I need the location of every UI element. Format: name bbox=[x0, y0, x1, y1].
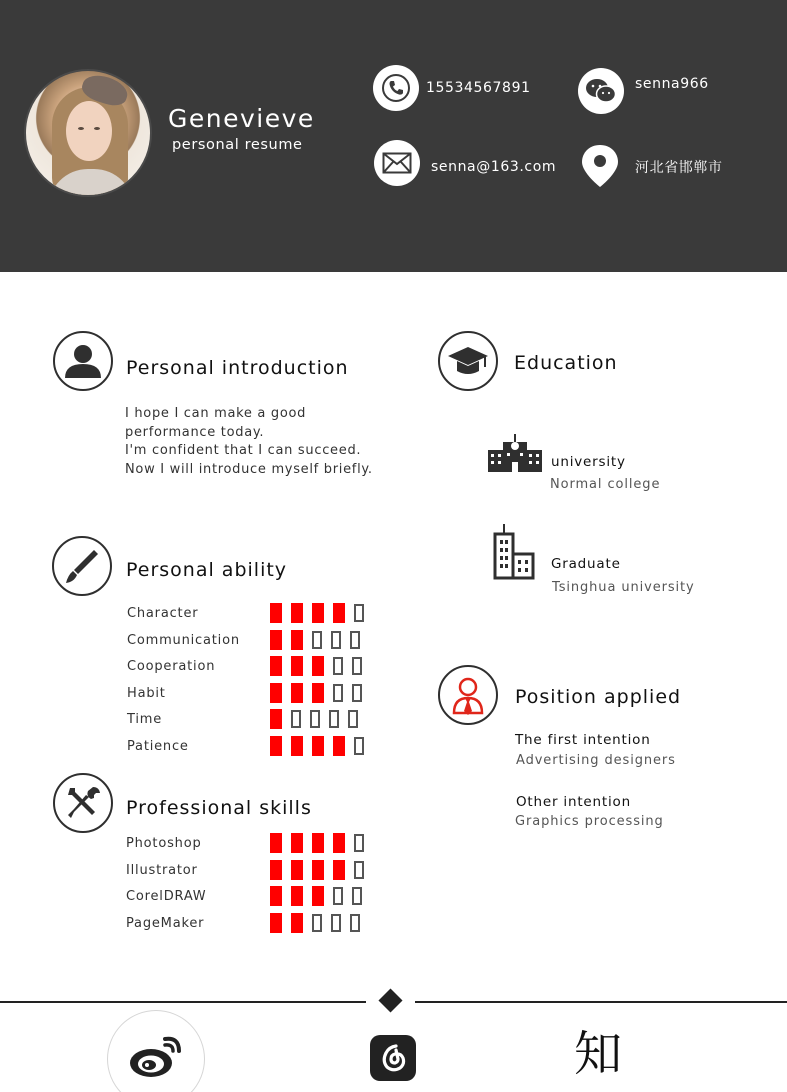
intro-text bbox=[125, 405, 373, 479]
rating-block-empty bbox=[354, 604, 364, 622]
rating-block-empty bbox=[312, 631, 322, 649]
tools-icon bbox=[53, 773, 113, 833]
netease-music-icon bbox=[376, 1041, 410, 1075]
rating-block-empty bbox=[354, 737, 364, 755]
ability-rating bbox=[270, 630, 360, 650]
profile-avatar bbox=[24, 69, 152, 197]
intro-line: Now I will introduce myself briefly. bbox=[125, 461, 373, 477]
rating-block-empty bbox=[350, 631, 360, 649]
rating-block-filled bbox=[333, 833, 345, 853]
city-buildings-icon bbox=[492, 524, 536, 584]
rating-block-filled bbox=[270, 656, 282, 676]
location-text: 河北省邯郸市 bbox=[635, 160, 723, 176]
rating-block-empty bbox=[333, 684, 343, 702]
skills-label: Photoshop bbox=[126, 836, 202, 851]
ability-label: Time bbox=[127, 712, 163, 728]
rating-block-filled bbox=[291, 683, 303, 703]
education-entry-subtitle: Normal college bbox=[550, 477, 661, 492]
ability-label: Habit bbox=[127, 685, 166, 701]
profile-subtitle: personal resume bbox=[172, 137, 303, 153]
location-pin-icon bbox=[580, 143, 620, 189]
intro-title: Personal introduction bbox=[126, 357, 349, 379]
header-banner bbox=[0, 0, 787, 272]
ability-rating bbox=[270, 683, 362, 703]
profile-name: Genevieve bbox=[168, 104, 315, 133]
rating-block-filled bbox=[312, 833, 324, 853]
education-entry-title: university bbox=[551, 454, 626, 470]
rating-block-filled bbox=[291, 886, 303, 906]
rating-block-empty bbox=[350, 914, 360, 932]
skills-title: Professional skills bbox=[126, 797, 312, 819]
footer-divider-left bbox=[0, 1001, 366, 1003]
skills-rating bbox=[270, 913, 360, 933]
weibo-icon bbox=[127, 1031, 185, 1079]
rating-block-filled bbox=[312, 886, 324, 906]
ability-label: Character bbox=[127, 606, 199, 621]
rating-block-empty bbox=[331, 631, 341, 649]
skills-rating bbox=[270, 886, 362, 906]
rating-block-empty bbox=[310, 710, 320, 728]
graduation-cap-icon bbox=[438, 331, 498, 391]
intro-line: I hope I can make a good bbox=[125, 406, 307, 421]
rating-block-filled bbox=[312, 603, 324, 623]
school-building-icon bbox=[488, 434, 542, 478]
rating-block-filled bbox=[270, 709, 282, 729]
intro-line: I'm confident that I can succeed. bbox=[125, 443, 362, 459]
footer-divider-right bbox=[415, 1001, 787, 1003]
rating-block-filled bbox=[291, 860, 303, 880]
rating-block-filled bbox=[270, 683, 282, 703]
rating-block-empty bbox=[348, 710, 358, 728]
rating-block-empty bbox=[354, 861, 364, 879]
position-title: Position applied bbox=[515, 686, 682, 708]
rating-block-filled bbox=[333, 736, 345, 756]
rating-block-filled bbox=[270, 630, 282, 650]
education-entry-subtitle: Tsinghua university bbox=[552, 580, 695, 595]
rating-block-empty bbox=[352, 657, 362, 675]
intro-line: performance today. bbox=[125, 424, 265, 440]
education-entry-title: Graduate bbox=[551, 556, 621, 572]
position-entry-title: Other intention bbox=[516, 794, 631, 810]
weibo-link[interactable] bbox=[107, 1010, 205, 1092]
rating-block-filled bbox=[333, 860, 345, 880]
skills-rating bbox=[270, 860, 364, 880]
ability-label: Patience bbox=[127, 739, 189, 754]
rating-block-empty bbox=[312, 914, 322, 932]
netease-music-link[interactable] bbox=[370, 1035, 416, 1081]
rating-block-filled bbox=[312, 860, 324, 880]
rating-block-filled bbox=[291, 913, 303, 933]
rating-block-empty bbox=[333, 657, 343, 675]
rating-block-filled bbox=[312, 683, 324, 703]
rating-block-filled bbox=[312, 736, 324, 756]
rating-block-filled bbox=[270, 603, 282, 623]
rating-block-filled bbox=[312, 656, 324, 676]
skills-label: Illustrator bbox=[126, 862, 198, 878]
rating-block-empty bbox=[331, 914, 341, 932]
wechat-icon bbox=[578, 68, 624, 114]
ability-rating bbox=[270, 736, 364, 756]
ability-title: Personal ability bbox=[126, 559, 288, 581]
ability-label: Cooperation bbox=[127, 659, 216, 675]
phone-icon bbox=[373, 65, 419, 111]
skills-rating bbox=[270, 833, 364, 853]
rating-block-filled bbox=[270, 913, 282, 933]
skills-label: PageMaker bbox=[126, 915, 205, 931]
ability-rating bbox=[270, 603, 364, 623]
rating-block-filled bbox=[291, 603, 303, 623]
person-icon bbox=[53, 331, 113, 391]
ability-label: Communication bbox=[127, 632, 240, 648]
ability-rating bbox=[270, 656, 362, 676]
rating-block-filled bbox=[291, 833, 303, 853]
zhihu-link[interactable]: 知 bbox=[574, 1026, 623, 1082]
rating-block-empty bbox=[352, 684, 362, 702]
email-address: senna@163.com bbox=[431, 159, 557, 175]
rating-block-empty bbox=[329, 710, 339, 728]
rating-block-filled bbox=[270, 736, 282, 756]
position-entry-title: The first intention bbox=[515, 732, 651, 748]
ability-rating bbox=[270, 709, 358, 729]
email-icon bbox=[374, 140, 420, 186]
rating-block-filled bbox=[291, 656, 303, 676]
education-title: Education bbox=[514, 352, 618, 374]
rating-block-filled bbox=[291, 736, 303, 756]
rating-block-filled bbox=[291, 630, 303, 650]
wechat-id: senna966 bbox=[635, 76, 709, 92]
rating-block-filled bbox=[270, 833, 282, 853]
rating-block-filled bbox=[333, 603, 345, 623]
rating-block-filled bbox=[270, 860, 282, 880]
position-entry-subtitle: Advertising designers bbox=[516, 753, 676, 768]
brush-icon bbox=[52, 536, 112, 596]
rating-block-empty bbox=[354, 834, 364, 852]
rating-block-empty bbox=[352, 887, 362, 905]
rating-block-empty bbox=[291, 710, 301, 728]
rating-block-empty bbox=[333, 887, 343, 905]
businessman-icon bbox=[438, 665, 498, 725]
diamond-ornament bbox=[378, 988, 402, 1012]
position-entry-subtitle: Graphics processing bbox=[515, 814, 664, 829]
rating-block-filled bbox=[270, 886, 282, 906]
skills-label: CorelDRAW bbox=[126, 889, 207, 905]
phone-number: 15534567891 bbox=[426, 80, 531, 96]
